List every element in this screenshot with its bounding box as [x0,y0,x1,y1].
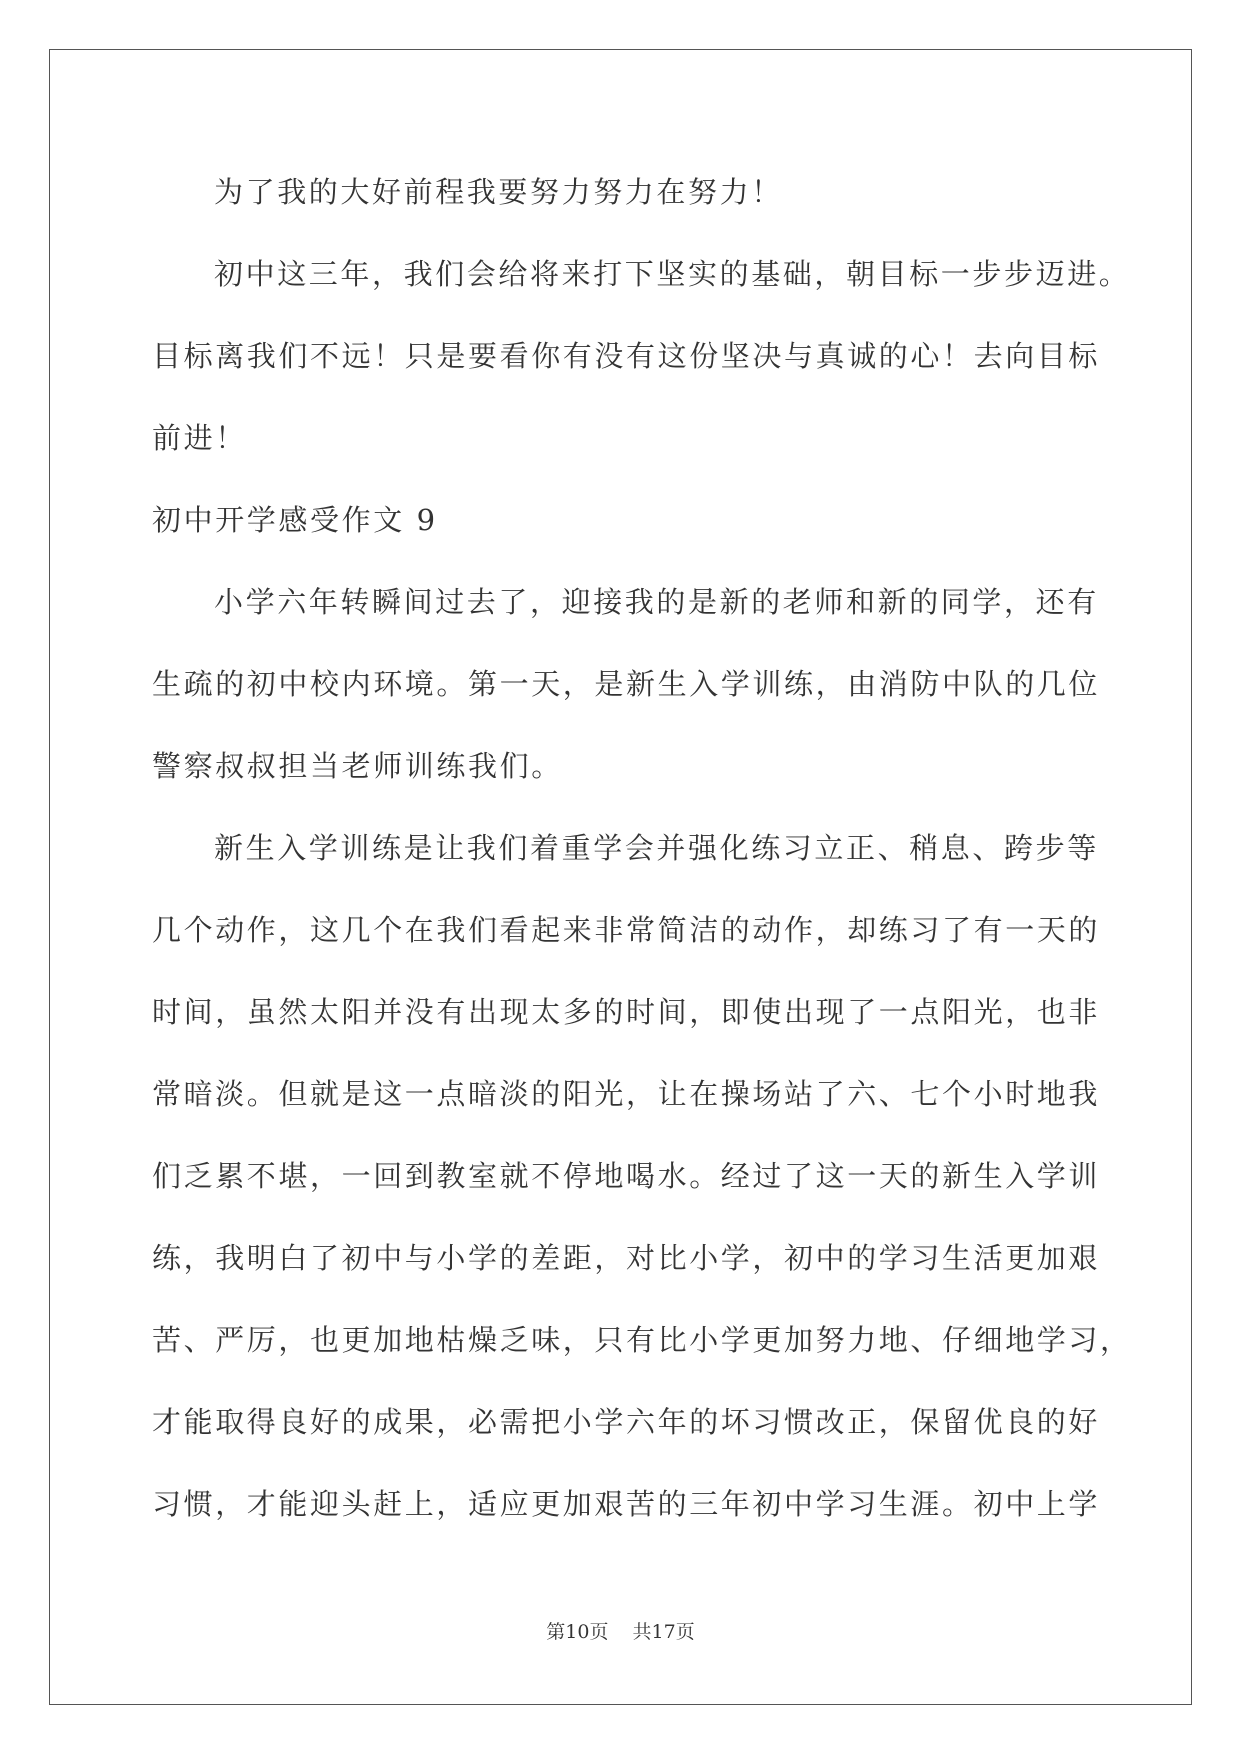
text-line: 生疏的初中校内环境。第一天，是新生入学训练，由消防中队的几位 [152,667,1101,701]
page-border [49,49,1192,1705]
text-line: 警察叔叔担当老师训练我们。 [152,749,563,783]
page-footer [0,1620,1241,1644]
section-heading: 初中开学感受作文 9 [152,503,438,537]
text-line: 为了我的大好前程我要努力努力在努力！ [214,175,783,209]
text-line: 新生入学训练是让我们着重学会并强化练习立正、稍息、跨步等 [214,831,1099,865]
text-line: 才能取得良好的成果，必需把小学六年的坏习惯改正，保留优良的好 [152,1405,1101,1439]
text-line: 时间，虽然太阳并没有出现太多的时间，即使出现了一点阳光，也非 [152,995,1101,1029]
text-line: 常暗淡。但就是这一点暗淡的阳光，让在操场站了六、七个小时地我 [152,1077,1101,1111]
page-number: 第10页 [546,1621,609,1643]
text-line: 目标离我们不远！只是要看你有没有这份坚决与真诚的心！去向目标 [152,339,1101,373]
text-line: 几个动作，这几个在我们看起来非常简洁的动作，却练习了有一天的 [152,913,1101,947]
text-line: 习惯，才能迎头赶上，适应更加艰苦的三年初中学习生涯。初中上学 [152,1487,1101,1521]
text-line: 前进！ [152,421,247,455]
text-line: 初中这三年，我们会给将来打下坚实的基础，朝目标一步步迈进。 [214,257,1131,291]
text-line: 练，我明白了初中与小学的差距，对比小学，初中的学习生活更加艰 [152,1241,1101,1275]
text-line: 苦、严厉，也更加地枯燥乏味，只有比小学更加努力地、仔细地学习， [152,1323,1132,1357]
text-line: 小学六年转瞬间过去了，迎接我的是新的老师和新的同学，还有 [214,585,1099,619]
page-total: 共17页 [632,1621,695,1643]
text-line: 们乏累不堪，一回到教室就不停地喝水。经过了这一天的新生入学训 [152,1159,1101,1193]
